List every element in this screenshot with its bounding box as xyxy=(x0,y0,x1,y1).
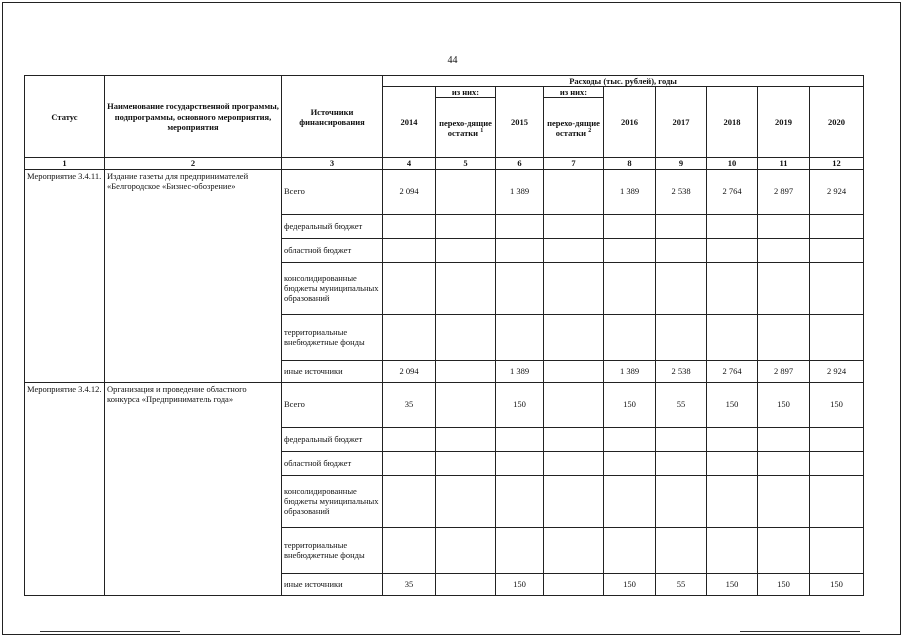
funding-source-cell: федеральный бюджет xyxy=(282,427,383,451)
column-number-9: 9 xyxy=(656,158,707,169)
value-cell: 35 xyxy=(383,573,436,595)
value-cell xyxy=(436,451,496,475)
value-cell xyxy=(810,451,864,475)
funding-source-cell: областной бюджет xyxy=(282,238,383,262)
value-cell xyxy=(604,527,656,573)
value-cell xyxy=(544,573,604,595)
value-cell xyxy=(707,475,758,527)
value-cell xyxy=(604,427,656,451)
value-cell: 150 xyxy=(707,573,758,595)
value-cell xyxy=(496,238,544,262)
value-cell: 1 389 xyxy=(604,360,656,382)
status-cell: Мероприятие 3.4.11. xyxy=(25,169,105,382)
value-cell xyxy=(436,360,496,382)
column-number-7: 7 xyxy=(544,158,604,169)
value-cell: 2 897 xyxy=(758,169,810,214)
header-of-which-1: из них: xyxy=(436,87,496,98)
value-cell: 55 xyxy=(656,573,707,595)
value-cell xyxy=(707,314,758,360)
value-cell: 150 xyxy=(604,382,656,427)
value-cell xyxy=(656,475,707,527)
value-cell xyxy=(436,573,496,595)
value-cell xyxy=(496,527,544,573)
value-cell xyxy=(810,238,864,262)
value-cell xyxy=(383,475,436,527)
column-number-6: 6 xyxy=(496,158,544,169)
value-cell xyxy=(810,527,864,573)
value-cell xyxy=(436,382,496,427)
value-cell xyxy=(436,262,496,314)
funding-source-cell: иные источники xyxy=(282,573,383,595)
value-cell xyxy=(758,262,810,314)
value-cell: 150 xyxy=(496,573,544,595)
page-number: 44 xyxy=(447,55,458,66)
value-cell xyxy=(656,527,707,573)
column-number-1: 1 xyxy=(25,158,105,169)
header-carryover-1: перехо-дящие остатки $^1$ xyxy=(436,98,496,158)
funding-source-cell: областной бюджет xyxy=(282,451,383,475)
value-cell xyxy=(436,527,496,573)
footer-rule-right xyxy=(740,631,860,632)
footer-rule-left xyxy=(40,631,180,632)
value-cell xyxy=(707,238,758,262)
value-cell xyxy=(758,214,810,238)
measure-name-cell: Издание газеты для предпринимателей «Белгородское «Бизнес-обозрение» xyxy=(105,169,282,382)
header-status: Статус xyxy=(25,76,105,158)
value-cell xyxy=(656,451,707,475)
value-cell xyxy=(544,238,604,262)
value-cell: 2 924 xyxy=(810,169,864,214)
value-cell xyxy=(810,214,864,238)
value-cell xyxy=(544,360,604,382)
value-cell xyxy=(383,314,436,360)
value-cell: 2 897 xyxy=(758,360,810,382)
value-cell xyxy=(758,314,810,360)
value-cell xyxy=(656,427,707,451)
value-cell xyxy=(436,427,496,451)
value-cell xyxy=(604,475,656,527)
value-cell xyxy=(758,451,810,475)
value-cell xyxy=(496,314,544,360)
expenses-table xyxy=(24,75,864,596)
value-cell xyxy=(810,475,864,527)
value-cell xyxy=(496,451,544,475)
value-cell: 55 xyxy=(656,382,707,427)
value-cell xyxy=(436,214,496,238)
value-cell: 150 xyxy=(810,382,864,427)
value-cell: 2 924 xyxy=(810,360,864,382)
value-cell: 2 094 xyxy=(383,169,436,214)
value-cell: 150 xyxy=(758,573,810,595)
value-cell xyxy=(436,475,496,527)
column-number-row xyxy=(25,158,864,169)
header-year-2020: 2020 xyxy=(810,87,864,158)
column-number-3: 3 xyxy=(282,158,383,169)
header-year-2017: 2017 xyxy=(656,87,707,158)
funding-source-cell: территориальные внебюджетные фонды xyxy=(282,314,383,360)
value-cell: 150 xyxy=(810,573,864,595)
value-cell: 2 764 xyxy=(707,360,758,382)
column-number-4: 4 xyxy=(383,158,436,169)
value-cell xyxy=(656,314,707,360)
funding-source-cell: консолидированные бюджеты муниципальных образований xyxy=(282,262,383,314)
value-cell xyxy=(436,169,496,214)
value-cell xyxy=(758,475,810,527)
value-cell xyxy=(544,214,604,238)
value-cell xyxy=(758,238,810,262)
value-cell xyxy=(436,314,496,360)
funding-source-cell: иные источники xyxy=(282,360,383,382)
value-cell xyxy=(383,238,436,262)
value-cell: 2 538 xyxy=(656,169,707,214)
funding-source-cell: Всего xyxy=(282,382,383,427)
value-cell xyxy=(810,314,864,360)
value-cell xyxy=(758,427,810,451)
value-cell xyxy=(604,314,656,360)
measure-name-cell: Организация и проведение областного конкурса «Предприниматель года» xyxy=(105,382,282,595)
header-year-2015: 2015 xyxy=(496,87,544,158)
value-cell xyxy=(544,451,604,475)
value-cell xyxy=(436,238,496,262)
header-name: Наименование государственной программы, подпрограммы, основного мероприятия, мероприятия xyxy=(105,76,282,158)
value-cell xyxy=(544,427,604,451)
value-cell xyxy=(707,214,758,238)
value-cell xyxy=(656,238,707,262)
value-cell xyxy=(604,214,656,238)
value-cell xyxy=(707,527,758,573)
value-cell xyxy=(496,214,544,238)
value-cell: 150 xyxy=(758,382,810,427)
value-cell xyxy=(544,475,604,527)
funding-source-cell: Всего xyxy=(282,169,383,214)
header-year-2016: 2016 xyxy=(604,87,656,158)
value-cell xyxy=(707,451,758,475)
funding-source-cell: консолидированные бюджеты муниципальных образований xyxy=(282,475,383,527)
value-cell xyxy=(544,262,604,314)
value-cell xyxy=(544,314,604,360)
funding-source-cell: федеральный бюджет xyxy=(282,214,383,238)
header-carryover-2: перехо-дящие остатки $^2$ xyxy=(544,98,604,158)
value-cell xyxy=(544,527,604,573)
header-year-2018: 2018 xyxy=(707,87,758,158)
value-cell xyxy=(810,427,864,451)
value-cell xyxy=(758,527,810,573)
status-cell: Мероприятие 3.4.12. xyxy=(25,382,105,595)
value-cell xyxy=(656,214,707,238)
value-cell: 2 764 xyxy=(707,169,758,214)
value-cell xyxy=(544,169,604,214)
value-cell: 2 094 xyxy=(383,360,436,382)
column-number-2: 2 xyxy=(105,158,282,169)
column-number-12: 12 xyxy=(810,158,864,169)
value-cell: 35 xyxy=(383,382,436,427)
header-year-2014: 2014 xyxy=(383,87,436,158)
table-row xyxy=(25,382,864,427)
value-cell: 150 xyxy=(604,573,656,595)
column-number-8: 8 xyxy=(604,158,656,169)
value-cell xyxy=(383,527,436,573)
value-cell: 2 538 xyxy=(656,360,707,382)
table-row xyxy=(25,169,864,214)
header-sources: Источники финансирования xyxy=(282,76,383,158)
value-cell xyxy=(496,475,544,527)
column-number-5: 5 xyxy=(436,158,496,169)
value-cell: 1 389 xyxy=(496,360,544,382)
value-cell xyxy=(604,262,656,314)
value-cell: 150 xyxy=(707,382,758,427)
value-cell xyxy=(383,427,436,451)
value-cell xyxy=(604,238,656,262)
funding-source-cell: территориальные внебюджетные фонды xyxy=(282,527,383,573)
value-cell: 150 xyxy=(496,382,544,427)
value-cell: 1 389 xyxy=(496,169,544,214)
value-cell xyxy=(496,262,544,314)
value-cell xyxy=(383,451,436,475)
value-cell xyxy=(383,214,436,238)
value-cell xyxy=(707,427,758,451)
value-cell xyxy=(496,427,544,451)
value-cell xyxy=(656,262,707,314)
header-year-2019: 2019 xyxy=(758,87,810,158)
value-cell xyxy=(544,382,604,427)
value-cell xyxy=(383,262,436,314)
value-cell xyxy=(604,451,656,475)
value-cell: 1 389 xyxy=(604,169,656,214)
value-cell xyxy=(810,262,864,314)
header-of-which-2: из них: xyxy=(544,87,604,98)
value-cell xyxy=(707,262,758,314)
header-expenses: Расходы (тыс. рублей), годы xyxy=(383,76,864,87)
column-number-11: 11 xyxy=(758,158,810,169)
column-number-10: 10 xyxy=(707,158,758,169)
